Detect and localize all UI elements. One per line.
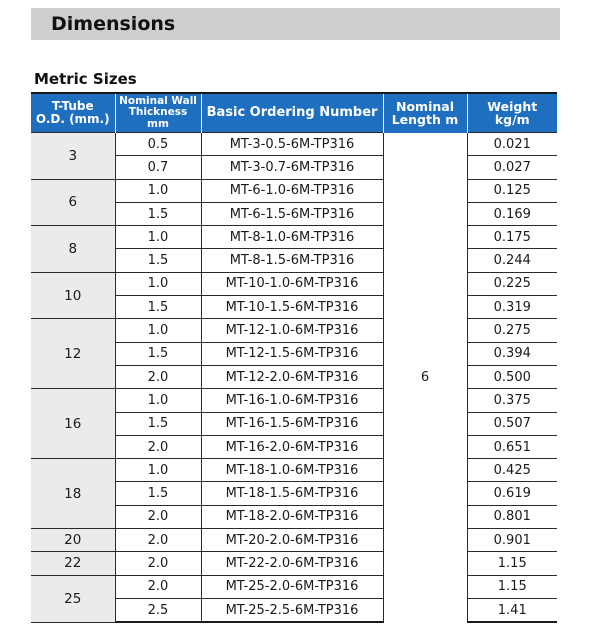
section-title: Dimensions (51, 13, 176, 35)
weight-cell: 1.41 (467, 598, 557, 622)
weight-cell: 0.169 (467, 202, 557, 225)
ordering-number-cell: MT-8-1.5-6M-TP316 (201, 249, 383, 272)
table-row (31, 133, 557, 156)
ordering-number-cell: MT-12-1.5-6M-TP316 (201, 342, 383, 365)
ordering-number-cell: MT-18-1.0-6M-TP316 (201, 459, 383, 482)
ordering-number-cell: MT-25-2.0-6M-TP316 (201, 575, 383, 598)
table-row (31, 179, 557, 202)
metric-sizes-table (31, 92, 557, 623)
wall-thickness-cell: 1.0 (115, 179, 201, 202)
table-row (31, 272, 557, 295)
table-row (31, 226, 557, 249)
wall-thickness-cell: 2.0 (115, 435, 201, 458)
od-cell: 22 (31, 552, 115, 575)
ordering-number-cell: MT-20-2.0-6M-TP316 (201, 529, 383, 552)
ordering-number-cell: MT-18-2.0-6M-TP316 (201, 505, 383, 528)
ordering-number-cell: MT-16-1.0-6M-TP316 (201, 389, 383, 412)
table-subtitle: Metric Sizes (34, 70, 137, 88)
ordering-number-cell: MT-10-1.5-6M-TP316 (201, 296, 383, 319)
od-cell: 10 (31, 272, 115, 319)
wall-thickness-cell: 2.0 (115, 505, 201, 528)
header-od-line1: T-Tube (51, 99, 94, 114)
od-cell: 8 (31, 226, 115, 273)
weight-cell: 0.319 (467, 296, 557, 319)
table-header-row (31, 93, 557, 133)
header-wall (115, 93, 201, 133)
wall-thickness-cell: 1.5 (115, 296, 201, 319)
wall-thickness-cell: 2.0 (115, 552, 201, 575)
header-weight-line1: Weight (487, 98, 538, 114)
wall-thickness-cell: 1.0 (115, 226, 201, 249)
ordering-number-cell: MT-25-2.5-6M-TP316 (201, 598, 383, 622)
weight-cell: 0.375 (467, 389, 557, 412)
od-cell: 3 (31, 133, 115, 180)
weight-cell: 0.244 (467, 249, 557, 272)
od-cell: 25 (31, 575, 115, 622)
wall-thickness-cell: 1.0 (115, 272, 201, 295)
ordering-number-cell: MT-3-0.7-6M-TP316 (201, 156, 383, 179)
table-row (31, 575, 557, 598)
od-cell: 12 (31, 319, 115, 389)
wall-thickness-cell: 1.0 (115, 459, 201, 482)
wall-thickness-cell: 1.5 (115, 412, 201, 435)
weight-cell: 1.15 (467, 575, 557, 598)
header-wall-line1: Nominal Wall (119, 95, 197, 108)
header-length-line2: Length m (391, 112, 459, 128)
table-row (31, 319, 557, 342)
ordering-number-cell: MT-16-2.0-6M-TP316 (201, 435, 383, 458)
header-weight (467, 93, 557, 133)
table-row (31, 552, 557, 575)
wall-thickness-cell: 2.5 (115, 598, 201, 622)
wall-thickness-cell: 1.0 (115, 319, 201, 342)
table-row (31, 459, 557, 482)
weight-cell: 0.901 (467, 529, 557, 552)
weight-cell: 0.500 (467, 365, 557, 388)
weight-cell: 0.175 (467, 226, 557, 249)
ordering-number-cell: MT-8-1.0-6M-TP316 (201, 226, 383, 249)
wall-thickness-cell: 1.5 (115, 342, 201, 365)
header-od (31, 93, 115, 133)
ordering-number-cell: MT-6-1.5-6M-TP316 (201, 202, 383, 225)
ordering-number-cell: MT-12-1.0-6M-TP316 (201, 319, 383, 342)
od-cell: 6 (31, 179, 115, 226)
weight-cell: 0.619 (467, 482, 557, 505)
wall-thickness-cell: 0.7 (115, 156, 201, 179)
weight-cell: 0.651 (467, 435, 557, 458)
weight-cell: 0.275 (467, 319, 557, 342)
ordering-number-cell: MT-3-0.5-6M-TP316 (201, 133, 383, 156)
header-od-line2: O.D. (mm.) (35, 112, 110, 126)
header-length (383, 93, 467, 133)
wall-thickness-cell: 1.5 (115, 482, 201, 505)
weight-cell: 0.425 (467, 459, 557, 482)
table-body (31, 133, 557, 623)
weight-cell: 0.507 (467, 412, 557, 435)
weight-cell: 0.021 (467, 133, 557, 156)
wall-thickness-cell: 1.5 (115, 249, 201, 272)
weight-cell: 0.801 (467, 505, 557, 528)
weight-cell: 1.15 (467, 552, 557, 575)
header-order-label: Basic Ordering Number (206, 105, 378, 121)
ordering-number-cell: MT-10-1.0-6M-TP316 (201, 272, 383, 295)
weight-cell: 0.225 (467, 272, 557, 295)
section-header-bar (31, 8, 560, 40)
nominal-length-cell: 6 (383, 133, 467, 623)
header-wall-line2: Thickness mm (128, 106, 188, 130)
od-cell: 18 (31, 459, 115, 529)
weight-cell: 0.125 (467, 179, 557, 202)
ordering-number-cell: MT-6-1.0-6M-TP316 (201, 179, 383, 202)
ordering-number-cell: MT-12-2.0-6M-TP316 (201, 365, 383, 388)
ordering-number-cell: MT-16-1.5-6M-TP316 (201, 412, 383, 435)
wall-thickness-cell: 1.5 (115, 202, 201, 225)
od-cell: 20 (31, 529, 115, 552)
header-weight-line2: kg/m (494, 112, 530, 127)
ordering-number-cell: MT-22-2.0-6M-TP316 (201, 552, 383, 575)
wall-thickness-cell: 2.0 (115, 365, 201, 388)
ordering-number-cell: MT-18-1.5-6M-TP316 (201, 482, 383, 505)
od-cell: 16 (31, 389, 115, 459)
weight-cell: 0.027 (467, 156, 557, 179)
wall-thickness-cell: 0.5 (115, 133, 201, 156)
wall-thickness-cell: 2.0 (115, 529, 201, 552)
header-ordering-number (201, 93, 383, 133)
table-row (31, 529, 557, 552)
weight-cell: 0.394 (467, 342, 557, 365)
wall-thickness-cell: 2.0 (115, 575, 201, 598)
table-row (31, 389, 557, 412)
header-length-line1: Nominal (396, 99, 454, 115)
wall-thickness-cell: 1.0 (115, 389, 201, 412)
